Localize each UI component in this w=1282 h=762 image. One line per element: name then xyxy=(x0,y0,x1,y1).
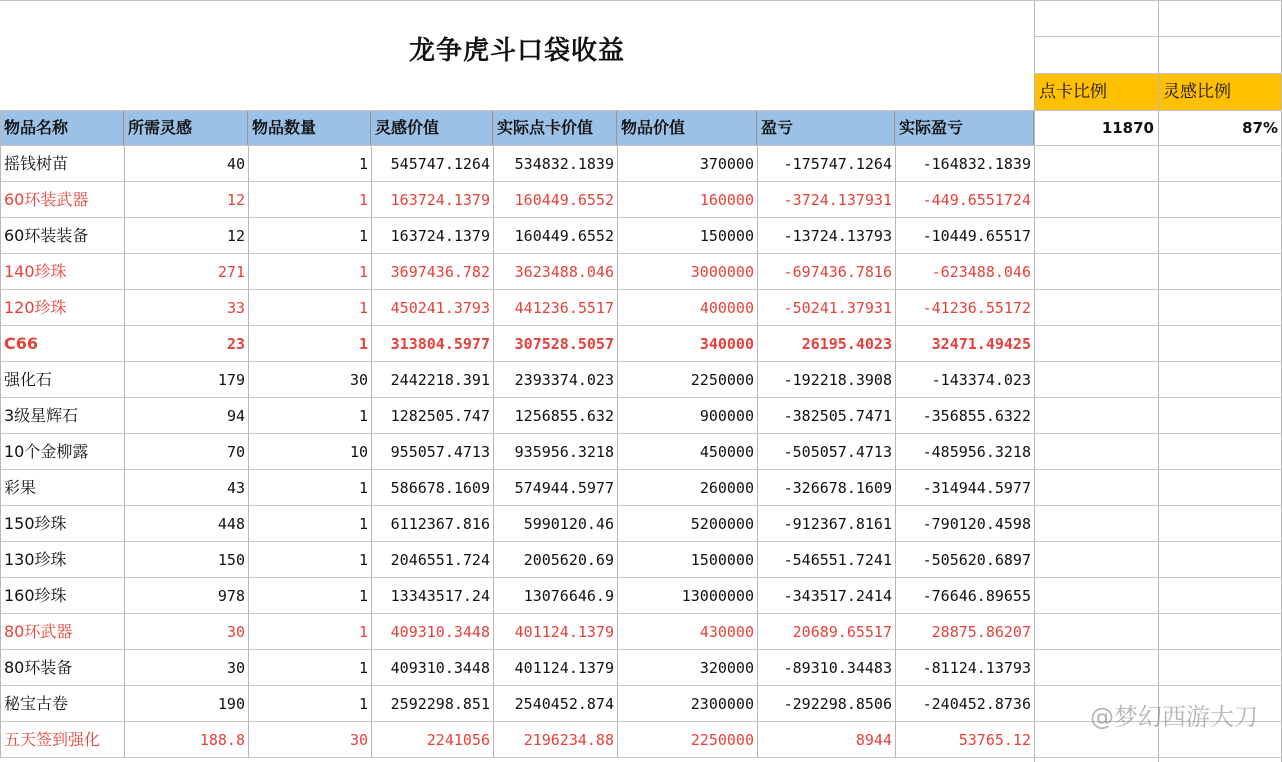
card-ratio-label[interactable]: 点卡比例 xyxy=(1035,74,1158,110)
cell-item-name[interactable]: 五天签到强化 xyxy=(4,730,101,749)
cell-inspiration-value[interactable]: 163724.1379 xyxy=(390,191,490,209)
cell-inspiration-value[interactable]: 2241056 xyxy=(426,731,490,749)
cell-actual-profit-loss[interactable]: -10449.65517 xyxy=(922,227,1031,245)
grid-hline xyxy=(0,613,1282,614)
cell-required-inspiration[interactable]: 30 xyxy=(226,659,245,677)
table-row xyxy=(0,218,1034,254)
grid-hline xyxy=(0,577,1282,578)
cell-profit-loss[interactable]: -89310.34483 xyxy=(783,659,892,677)
grid-vline xyxy=(371,111,372,758)
grid-hline xyxy=(0,433,1282,434)
cell-item-quantity[interactable]: 1 xyxy=(358,587,368,605)
cell-actual-card-value[interactable]: 441236.5517 xyxy=(514,299,614,317)
table-row xyxy=(0,146,1034,182)
table-row xyxy=(0,722,1034,758)
cell-actual-card-value[interactable]: 401124.1379 xyxy=(514,659,614,677)
cell-item-quantity[interactable]: 1 xyxy=(358,479,368,497)
grid-hline xyxy=(0,397,1282,398)
cell-item-value[interactable]: 5200000 xyxy=(690,515,754,533)
cell-item-quantity[interactable]: 1 xyxy=(358,263,368,281)
cell-profit-loss[interactable]: -343517.2414 xyxy=(783,587,892,605)
header-item-name[interactable]: 物品名称 xyxy=(0,111,124,145)
cell-item-name[interactable]: 140珍珠 xyxy=(4,262,67,281)
table-row xyxy=(0,254,1034,290)
grid-hline xyxy=(0,469,1282,470)
cell-actual-card-value[interactable]: 13076646.9 xyxy=(523,587,614,605)
cell-actual-profit-loss[interactable]: -449.6551724 xyxy=(922,191,1031,209)
cell-actual-profit-loss[interactable]: -356855.6322 xyxy=(922,407,1031,425)
watermark: @梦幻西游大刀 xyxy=(1090,703,1258,731)
grid-vline xyxy=(895,111,896,758)
header-profit-loss[interactable]: 盈亏 xyxy=(757,111,895,145)
grid-hline xyxy=(0,253,1282,254)
cell-item-value[interactable]: 2250000 xyxy=(690,731,754,749)
cell-actual-card-value[interactable]: 5990120.46 xyxy=(523,515,614,533)
sheet-title: 龙争虎斗口袋收益 xyxy=(408,36,625,66)
cell-item-name[interactable]: 160珍珠 xyxy=(4,586,67,605)
grid-hline xyxy=(0,289,1282,290)
cell-item-name[interactable]: 80环装备 xyxy=(4,658,73,677)
cell-profit-loss[interactable]: -3724.137931 xyxy=(783,191,892,209)
header-inspiration-value[interactable]: 灵感价值 xyxy=(371,111,493,145)
table-row xyxy=(0,650,1034,686)
cell-item-name[interactable]: 摇钱树苗 xyxy=(4,154,69,173)
cell-profit-loss[interactable]: -912367.8161 xyxy=(783,515,892,533)
cell-item-value[interactable]: 2300000 xyxy=(690,695,754,713)
grid-hline xyxy=(0,217,1282,218)
grid-hline xyxy=(0,110,1034,111)
cell-item-name[interactable]: 强化石 xyxy=(4,370,53,389)
cell-actual-profit-loss[interactable]: -485956.3218 xyxy=(922,443,1031,461)
cell-item-quantity[interactable]: 1 xyxy=(358,695,368,713)
cell-actual-profit-loss[interactable]: -623488.046 xyxy=(931,263,1031,281)
cell-item-quantity[interactable]: 1 xyxy=(358,551,368,569)
cell-required-inspiration[interactable]: 30 xyxy=(226,623,245,641)
cell-profit-loss[interactable]: 20689.65517 xyxy=(792,623,892,641)
card-ratio-value[interactable]: 11870 xyxy=(1101,119,1154,137)
cell-item-name[interactable]: 60环装武器 xyxy=(4,190,89,209)
cell-item-quantity[interactable]: 1 xyxy=(358,623,368,641)
grid-hline xyxy=(0,505,1282,506)
cell-item-value[interactable]: 1500000 xyxy=(690,551,754,569)
cell-required-inspiration[interactable]: 40 xyxy=(226,155,245,173)
cell-actual-profit-loss[interactable]: -143374.023 xyxy=(931,371,1031,389)
inspiration-ratio-label[interactable]: 灵感比例 xyxy=(1159,74,1282,110)
table-row xyxy=(0,290,1034,326)
cell-required-inspiration[interactable]: 70 xyxy=(226,443,245,461)
cell-item-value[interactable]: 450000 xyxy=(699,443,754,461)
grid-vline xyxy=(124,111,125,758)
cell-required-inspiration[interactable]: 23 xyxy=(226,335,245,353)
cell-required-inspiration[interactable]: 448 xyxy=(217,515,245,533)
header-item-quantity[interactable]: 物品数量 xyxy=(248,111,371,145)
grid-vline xyxy=(493,111,494,758)
cell-actual-profit-loss[interactable]: 32471.49425 xyxy=(931,335,1031,353)
cell-required-inspiration[interactable]: 150 xyxy=(217,551,245,569)
cell-profit-loss[interactable]: 8944 xyxy=(855,731,892,749)
grid-hline xyxy=(0,0,1282,1)
cell-item-name[interactable]: 80环武器 xyxy=(4,622,73,641)
grid-hline xyxy=(0,361,1282,362)
cell-actual-profit-loss[interactable]: -41236.55172 xyxy=(922,299,1031,317)
cell-profit-loss[interactable]: -175747.1264 xyxy=(783,155,892,173)
cell-required-inspiration[interactable]: 978 xyxy=(217,587,245,605)
cell-inspiration-value[interactable]: 163724.1379 xyxy=(390,227,490,245)
cell-item-name[interactable]: 彩果 xyxy=(4,478,37,497)
cell-actual-card-value[interactable]: 935956.3218 xyxy=(514,443,614,461)
cell-profit-loss[interactable]: -382505.7471 xyxy=(783,407,892,425)
cell-item-quantity[interactable]: 30 xyxy=(349,371,368,389)
cell-item-quantity[interactable]: 1 xyxy=(358,335,368,353)
header-item-value[interactable]: 物品价值 xyxy=(617,111,757,145)
cell-item-quantity[interactable]: 1 xyxy=(358,155,368,173)
cell-item-value[interactable]: 340000 xyxy=(699,335,754,353)
cell-item-quantity[interactable]: 1 xyxy=(358,299,368,317)
cell-actual-card-value[interactable]: 2540452.874 xyxy=(514,695,614,713)
grid-hline xyxy=(0,757,1282,758)
cell-actual-profit-loss[interactable]: 28875.86207 xyxy=(931,623,1031,641)
cell-actual-card-value[interactable]: 307528.5057 xyxy=(514,335,614,353)
cell-actual-card-value[interactable]: 2196234.88 xyxy=(523,731,614,749)
table-row xyxy=(0,434,1034,470)
cell-item-value[interactable]: 3000000 xyxy=(690,263,754,281)
cell-item-name[interactable]: 秘宝古卷 xyxy=(4,694,69,713)
cell-actual-card-value[interactable]: 1256855.632 xyxy=(514,407,614,425)
table-row xyxy=(0,578,1034,614)
header-required-inspiration[interactable]: 所需灵感 xyxy=(124,111,248,145)
cell-profit-loss[interactable]: -13724.13793 xyxy=(783,227,892,245)
header-row xyxy=(0,111,1034,145)
cell-inspiration-value[interactable]: 409310.3448 xyxy=(390,623,490,641)
cell-actual-card-value[interactable]: 534832.1839 xyxy=(514,155,614,173)
cell-item-value[interactable]: 370000 xyxy=(699,155,754,173)
cell-profit-loss[interactable]: -192218.3908 xyxy=(783,371,892,389)
cell-profit-loss[interactable]: 26195.4023 xyxy=(801,335,892,353)
cell-item-quantity[interactable]: 1 xyxy=(358,515,368,533)
table-row xyxy=(0,470,1034,506)
cell-required-inspiration[interactable]: 271 xyxy=(217,263,245,281)
cell-actual-card-value[interactable]: 2393374.023 xyxy=(514,371,614,389)
cell-inspiration-value[interactable]: 2046551.724 xyxy=(390,551,490,569)
cell-actual-card-value[interactable]: 160449.6552 xyxy=(514,191,614,209)
cell-inspiration-value[interactable]: 2592298.851 xyxy=(390,695,490,713)
cell-inspiration-value[interactable]: 586678.1609 xyxy=(390,479,490,497)
cell-item-name[interactable]: C66 xyxy=(4,334,39,353)
grid-hline xyxy=(0,325,1282,326)
cell-item-value[interactable]: 430000 xyxy=(699,623,754,641)
cell-inspiration-value[interactable]: 1282505.747 xyxy=(390,407,490,425)
inspiration-ratio-value[interactable]: 87% xyxy=(1242,119,1278,137)
cell-required-inspiration[interactable]: 43 xyxy=(226,479,245,497)
cell-actual-card-value[interactable]: 160449.6552 xyxy=(514,227,614,245)
table-row xyxy=(0,506,1034,542)
cell-actual-profit-loss[interactable]: -76646.89655 xyxy=(922,587,1031,605)
cell-inspiration-value[interactable]: 13343517.24 xyxy=(390,587,490,605)
cell-required-inspiration[interactable]: 12 xyxy=(226,191,245,209)
cell-actual-profit-loss[interactable]: -505620.6897 xyxy=(922,551,1031,569)
cell-profit-loss[interactable]: -292298.8506 xyxy=(783,695,892,713)
cell-actual-profit-loss[interactable]: -314944.5977 xyxy=(922,479,1031,497)
table-row xyxy=(0,398,1034,434)
cell-item-name[interactable]: 10个金柳露 xyxy=(4,442,89,461)
cell-actual-card-value[interactable]: 574944.5977 xyxy=(514,479,614,497)
cell-required-inspiration[interactable]: 188.8 xyxy=(199,731,245,749)
cell-item-value[interactable]: 2250000 xyxy=(690,371,754,389)
cell-inspiration-value[interactable]: 313804.5977 xyxy=(390,335,490,353)
table-row xyxy=(0,326,1034,362)
table-row xyxy=(0,362,1034,398)
table-row xyxy=(0,542,1034,578)
cell-item-name[interactable]: 150珍珠 xyxy=(4,514,67,533)
cell-required-inspiration[interactable]: 33 xyxy=(226,299,245,317)
cell-item-name[interactable]: 120珍珠 xyxy=(4,298,67,317)
header-actual-profit-loss[interactable]: 实际盈亏 xyxy=(895,111,1034,145)
grid-hline xyxy=(0,181,1282,182)
cell-item-name[interactable]: 3级星辉石 xyxy=(4,406,79,425)
cell-required-inspiration[interactable]: 190 xyxy=(217,695,245,713)
cell-inspiration-value[interactable]: 409310.3448 xyxy=(390,659,490,677)
cell-inspiration-value[interactable]: 3697436.782 xyxy=(390,263,490,281)
grid-vline xyxy=(248,111,249,758)
cell-profit-loss[interactable]: -546551.7241 xyxy=(783,551,892,569)
cell-item-value[interactable]: 900000 xyxy=(699,407,754,425)
table-row xyxy=(0,614,1034,650)
grid-vline xyxy=(757,111,758,758)
grid-hline xyxy=(0,649,1282,650)
cell-item-value[interactable]: 260000 xyxy=(699,479,754,497)
grid-hline xyxy=(0,541,1282,542)
cell-required-inspiration[interactable]: 179 xyxy=(217,371,245,389)
cell-item-quantity[interactable]: 1 xyxy=(358,227,368,245)
cell-inspiration-value[interactable]: 955057.4713 xyxy=(390,443,490,461)
table-row xyxy=(0,182,1034,218)
cell-actual-card-value[interactable]: 3623488.046 xyxy=(514,263,614,281)
cell-item-quantity[interactable]: 10 xyxy=(349,443,368,461)
grid-hline xyxy=(0,145,1282,146)
cell-inspiration-value[interactable]: 6112367.816 xyxy=(390,515,490,533)
cell-item-value[interactable]: 400000 xyxy=(699,299,754,317)
grid-vline xyxy=(1158,0,1159,762)
cell-actual-card-value[interactable]: 401124.1379 xyxy=(514,623,614,641)
grid-vline xyxy=(0,111,1,758)
cell-actual-profit-loss[interactable]: -240452.8736 xyxy=(922,695,1031,713)
header-actual-card-value[interactable]: 实际点卡价值 xyxy=(493,111,617,145)
grid-hline xyxy=(1034,73,1282,74)
grid-hline xyxy=(0,685,1282,686)
grid-hline xyxy=(1034,36,1282,37)
cell-actual-profit-loss[interactable]: -81124.13793 xyxy=(922,659,1031,677)
cell-actual-profit-loss[interactable]: -790120.4598 xyxy=(922,515,1031,533)
cell-required-inspiration[interactable]: 12 xyxy=(226,227,245,245)
cell-profit-loss[interactable]: -697436.7816 xyxy=(783,263,892,281)
cell-inspiration-value[interactable]: 545747.1264 xyxy=(390,155,490,173)
cell-item-quantity[interactable]: 1 xyxy=(358,191,368,209)
cell-item-name[interactable]: 130珍珠 xyxy=(4,550,67,569)
cell-profit-loss[interactable]: -326678.1609 xyxy=(783,479,892,497)
table-row xyxy=(0,686,1034,722)
cell-actual-profit-loss[interactable]: 53765.12 xyxy=(958,731,1031,749)
cell-item-quantity[interactable]: 1 xyxy=(358,407,368,425)
cell-item-quantity[interactable]: 30 xyxy=(349,731,368,749)
cell-inspiration-value[interactable]: 2442218.391 xyxy=(390,371,490,389)
cell-inspiration-value[interactable]: 450241.3793 xyxy=(390,299,490,317)
cell-profit-loss[interactable]: -505057.4713 xyxy=(783,443,892,461)
cell-actual-profit-loss[interactable]: -164832.1839 xyxy=(922,155,1031,173)
cell-required-inspiration[interactable]: 94 xyxy=(226,407,245,425)
grid-hline xyxy=(1034,110,1282,111)
grid-vline xyxy=(1034,0,1035,762)
cell-item-value[interactable]: 13000000 xyxy=(681,587,754,605)
cell-actual-card-value[interactable]: 2005620.69 xyxy=(523,551,614,569)
cell-item-value[interactable]: 160000 xyxy=(699,191,754,209)
cell-item-value[interactable]: 150000 xyxy=(699,227,754,245)
grid-vline xyxy=(617,111,618,758)
cell-item-name[interactable]: 60环装装备 xyxy=(4,226,89,245)
cell-item-value[interactable]: 320000 xyxy=(699,659,754,677)
cell-profit-loss[interactable]: -50241.37931 xyxy=(783,299,892,317)
cell-item-quantity[interactable]: 1 xyxy=(358,659,368,677)
